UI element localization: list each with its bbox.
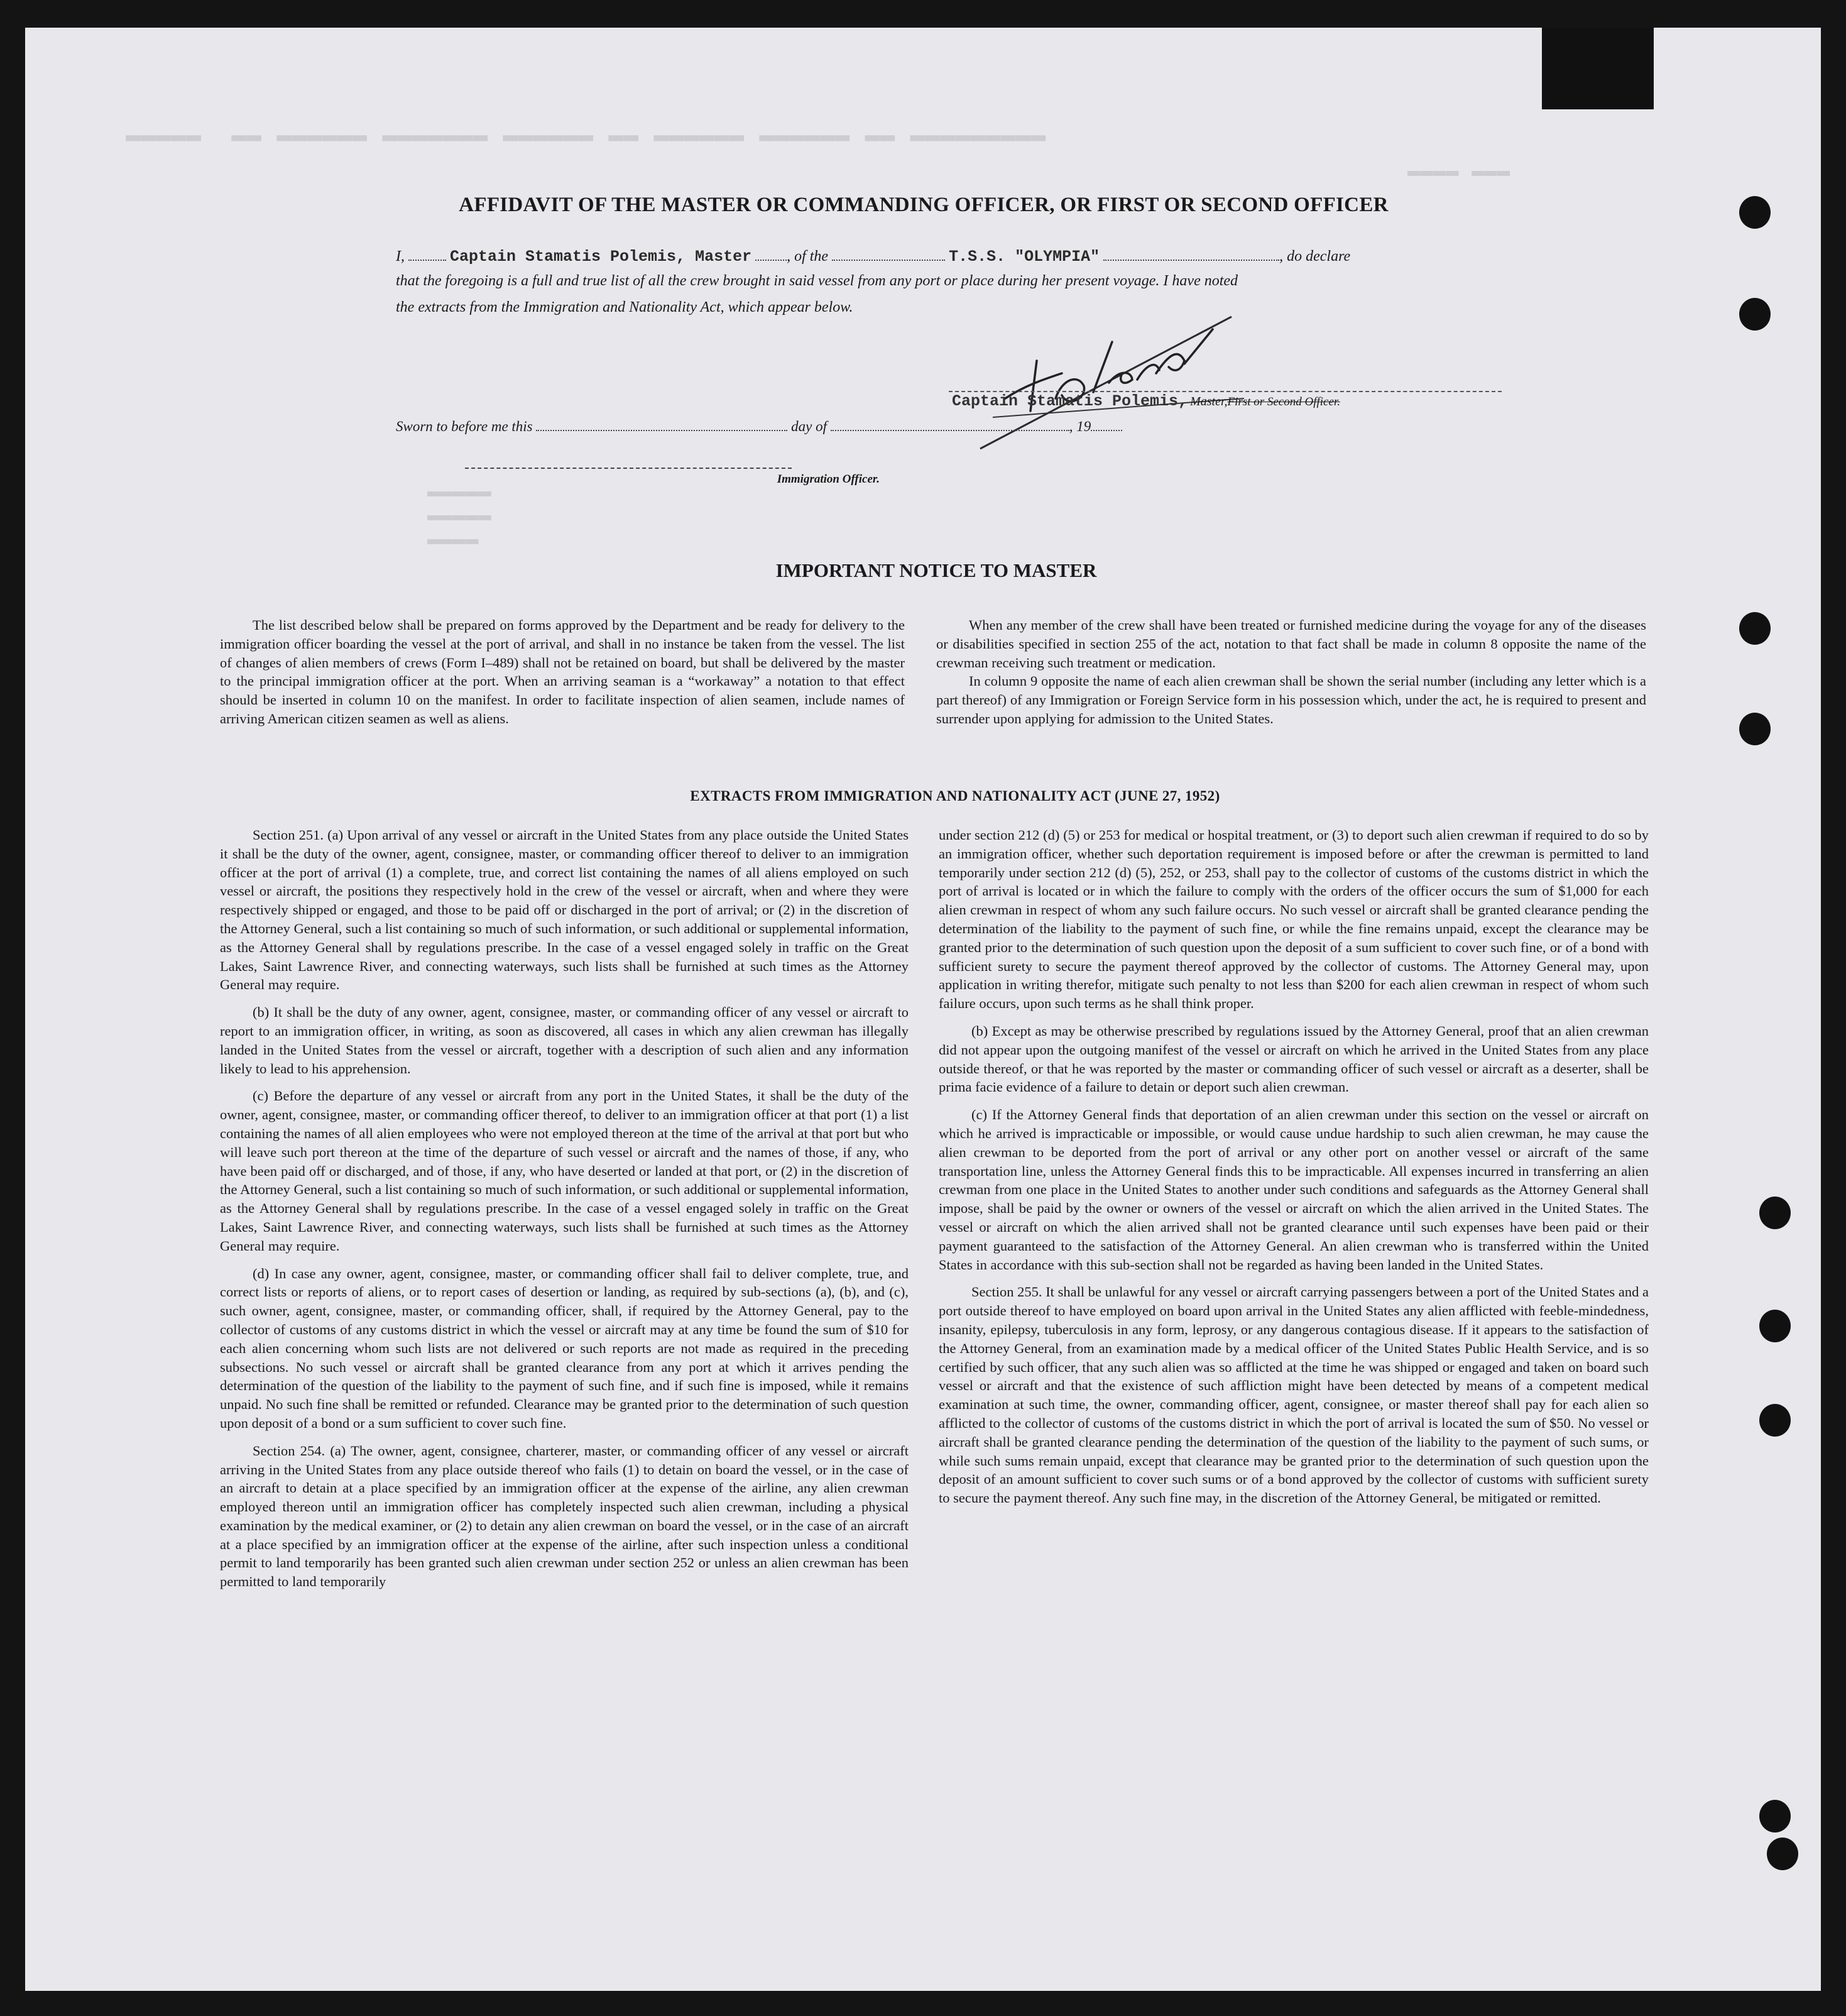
master-title: Master, [1190,395,1228,408]
vessel-name: T.S.S. "OLYMPIA" [949,248,1100,266]
notice-left-column [220,616,905,728]
punch-hole [1759,1197,1791,1229]
section-251-a: Section 251. (a) Upon arrival of any vessel or aircraft in the United States from any place outside the United States it shall be the duty of the owner, agent, consignee, master, or commanding officer thereof to deliver to an immigration officer at the port of arrival (1) a complete, true, and correct list containing the names of all aliens employed on such vessel or aircraft, the positions they respectively hold in the crew of the vessel or aircraft, when and where they were respectively shipped or engaged, and those to be paid off or discharged in the port of arrival; or (2) in the discretion of the Attorney General, such a list containing so much of such information, or such additional or supplemental information, as the Attorney General shall by regulations prescribe. In the case of a vessel engaged solely in traffic on the Great Lakes, Saint Lawrence River, and connecting waterways, such lists shall be furnished at such times as the Attorney General may require. [220,827,909,993]
section-251-c: (c) Before the departure of any vessel or aircraft from any port in the United States, it shall be the duty of the owner, agent, consignee, master, or commanding officer thereof, to deliver to an immigration officer at that port (1) a list containing the names of all alien employees who were not employed thereon at the time of the arrival at that port but who will leave such port thereon at the time of the departure of such vessel or aircraft and the names of those, if any, who have been paid off or discharged, and of those, if any, who have deserted or landed at that port, or (2) in the discretion of the Attorney General, such a list containing so much of such information, or such additional or supplemental information, as the Attorney General shall by regulations prescribe. In the case of a vessel engaged solely in traffic on the Great Lakes, Saint Lawrence River, and connecting waterways, such lists shall be furnished at such times as the Attorney General may require. [220,1088,909,1254]
section-251-b: (b) It shall be the duty of any owner, agent, consignee, master, or commanding officer of any vessel or aircraft to report to an immigration officer, in writing, as soon as discovered, all cases in which any alien crewman has illegally landed in the United States from the vessel or aircraft, together with a description of such alien and any information likely to lead to his apprehension. [220,1004,909,1076]
notice-left-paragraph: The list described below shall be prepared on forms approved by the Department and be ready for delivery to the immigration officer boarding the vessel at the port of arrival, and shall in no instance be taken from the vessel. The list of changes of alien members of crews (Form I–489) shall not be retained on board, but shall be delivered by the master to the principal immigration officer at the port. When an arriving seaman is a “workaway” a notation to that effect should be inserted in column 10 on the manifest. In order to facilitate inspection of alien seamen, include names of arriving American citizen seamen as well as aliens. [220,617,905,726]
declaration-line-2: that the foregoing is a full and true list of all the crew brought in said vessel from any port or place during her present voyage. I have noted [396,273,1238,289]
dotted-rule [408,248,446,261]
of-the-label: , of the [787,248,829,265]
section-254-b: (b) Except as may be otherwise prescribed by regulations issued by the Attorney General, proof that an alien crewman did not appear upon the outgoing manifest of the vessel or aircraft on which he arrived in the United States from any place outside thereof, or that he was reported by the master or commanding officer of such vessel or aircraft as a deserter, shall be prima facie evidence of a failure to detain or deport such alien crewman. [939,1022,1649,1095]
punch-hole [1759,1800,1791,1832]
notice-right-paragraph-1: When any member of the crew shall have been treated or furnished medicine during the voyage for any of the diseases or disabilities specified in section 255 of the act, notation to that fact shall be made in column 8 opposite the name of the crewman receiving such treatment or medication. [936,617,1646,671]
handwritten-signature [968,304,1257,461]
year-prefix: , 19 [1069,419,1091,434]
document-page [25,28,1821,1991]
punch-hole [1759,1310,1791,1342]
do-declare-label: , do declare [1279,248,1351,265]
extracts-left-column [220,826,909,1591]
bleed-through-header: ▬▬▬▬▬ ▬▬ ▬▬▬▬▬▬ ▬▬▬▬▬▬▬ ▬▬▬▬▬▬ ▬▬ ▬▬▬▬▬▬ ▬▬▬▬▬▬ ▬▬ ▬▬▬▬▬▬▬▬▬ [126,122,1046,150]
signature-block [952,392,1517,410]
notice-right-column [936,616,1646,728]
bleed-through-mark: ▬▬▬▬ ▬▬▬ [1407,160,1510,184]
dotted-rule [832,248,945,261]
declaration-line-3: the extracts from the Immigration and Nationality Act, which appear below. [396,299,853,315]
dotted-rule [536,419,787,431]
notice-right-paragraph-2: In column 9 opposite the name of each alien crewman shall be shown the serial number (including any letter which is a part thereof) of any Immigration or Foreign Service form in his possession which, under the act, he is required to present and surrender upon applying for admission to the United States. [936,673,1646,726]
extracts-title: EXTRACTS FROM IMMIGRATION AND NATIONALITY ACT (JUNE 27, 1952) [690,788,1220,804]
declaration-line-1 [396,248,1508,266]
section-251-d: (d) In case any owner, agent, consignee, master, or commanding officer shall fail to deliver complete, true, and correct lists or reports of aliens, or to report cases of desertion or landing, as required by sub-sections (a), (b), and (c), such owner, agent, consignee, master, or commanding officer, shall, if required by the Attorney General, pay to the collector of customs of any customs district in which the vessel or aircraft may at any time be found the sum of $10 for each alien concerning whom such lists are not delivered or such reports are not made as required in the preceding subsections. No such vessel or aircraft shall be granted clearance from any port at which it arrives pending the determination of the question of the liability to the payment of such fine, and if such fine is imposed, while it remains unpaid. No such fine shall be remitted or refunded. Clearance may be granted prior to the determination of such question upon deposit of a bond or a sum sufficient to cover such fine. [220,1265,909,1431]
i-prefix: I, [396,248,405,265]
dotted-rule [1103,248,1279,261]
punch-hole [1739,612,1771,645]
signature-rule [949,391,1502,392]
section-254-c: (c) If the Attorney General finds that deportation of an alien crewman under this section on the vessel or aircraft on which he arrived is impracticable or impossible, or would cause undue hardship to such alien crewman, he may cause the alien crewman to be deported from the port of arrival or any other port on another vessel or aircraft of the same transportation line, unless the Attorney General finds this to be impracticable. All expenses incurred in transferring an alien crewman from one place in the United States to another under such conditions and safeguards as the Attorney General shall impose, shall be paid by the owner or owners of the vessel or aircraft on which the alien arrived in the United States. The vessel or aircraft on which the alien arrived shall not be granted clearance until such expenses have been paid or their payment guaranteed to the satisfaction of the Attorney General. An alien crewman who is transferred within the United States in accordance with this sub-section shall not be regarded as having been landed in the United States. [939,1107,1649,1273]
punch-hole [1739,713,1771,745]
bleed-through-rows: ▬▬▬▬▬ ▬▬▬▬▬ ▬▬▬▬ [427,480,492,552]
dotted-rule [755,248,787,261]
sworn-label: Sworn to before me this [396,419,533,434]
sworn-line [396,419,1275,435]
corner-tab [1542,28,1654,109]
punch-hole [1739,196,1771,229]
immigration-officer-label: Immigration Officer. [777,473,880,486]
declarant-name: Captain Stamatis Polemis, Master [450,248,752,266]
affidavit-title: AFFIDAVIT OF THE MASTER OR COMMANDING OFFICER, OR FIRST OR SECOND OFFICER [459,194,1389,216]
struck-officer-title: First or Second Officer. [1227,395,1340,408]
extracts-right-column [939,826,1649,1508]
day-of-label: day of [791,419,827,434]
dotted-rule [1091,419,1122,431]
punch-hole [1767,1838,1798,1870]
section-255: Section 255. It shall be unlawful for any vessel or aircraft carrying passengers between a port of the United States and a port outside thereof to have employed on board upon arrival in the United States any alien afflicted with feeble-mindedness, insanity, epilepsy, tuberculosis in any form, leprosy, or any dangerous contagious disease. If it appears to the satisfaction of the Attorney General, from an examination made by a medical officer of the United States Public Health Service, and is so certified by such officer, that any such alien was so afflicted at the time he was shipped or engaged and taken on board such vessel or aircraft and that the existence of such affliction might have been detected by means of a competent medical examination at such time, the owner, commanding officer, agent, consignee, or master thereof shall pay for each alien so afflicted to the collector of customs of the customs district in which the port of arrival is located the sum of $50. No vessel or aircraft shall be granted clearance pending the determination of the question of the liability to the payment of such sums, or while such sums remain unpaid, except that clearance may be granted prior to the determination of such question upon the deposit of an amount sufficient to cover such sums or of a bond approved by the collector of customs with sufficient surety to secure the payment thereof. Any such fine may, in the discretion of the Attorney General, be mitigated or remitted. [939,1284,1649,1506]
officer-signature-rule [465,468,792,469]
punch-hole [1739,298,1771,331]
section-254-a-continued: under section 212 (d) (5) or 253 for medical or hospital treatment, or (3) to deport such alien crewman if required to do so by an immigration officer, whether such deportation requirement is imposed before or after the crewman is permitted to land temporarily under section 212 (d) (5), 252, or 253, shall pay to the collector of customs of the customs district in which the port of arrival is located or in which the failure to comply with the orders of the officer occurs the sum of $1,000 for each alien crewman in respect of whom any such failure occurs. No such vessel or aircraft shall be granted clearance pending the determination of the liability to the payment of such fine, or while the fine remains unpaid, except the clearance may be granted prior to the determination of such question upon the deposit of a sum sufficient to cover such fine, or of a bond with sufficient surety to secure the payment thereof approved by the collector of customs. The Attorney General may, upon application in writing therefor, mitigate such penalty to not less than $200 for each alien crewman in respect of whom such failure occurs, upon such terms as he shall think proper. [939,827,1649,1012]
typed-signature: Captain Stamatis Polemis, [952,392,1188,410]
section-254-a: Section 254. (a) The owner, agent, consignee, charterer, master, or commanding officer of any vessel or aircraft arriving in the United States from any place outside thereof who fails (1) to detain on board the vessel, or in the case of an aircraft to detain at a place specified by an immigration officer at the expense of the airline, any alien crewman employed thereon until an immigration officer has completely inspected such alien crewman, including a physical examination by the medical examiner, or (2) to detain any alien crewman on board the vessel, or in the case of an aircraft at a place specified by an immigration officer at the expense of the airline, after such inspection unless a conditional permit to land temporarily has been granted such alien crewman under section 252 or unless an alien crewman has been permitted to land temporarily [220,1442,909,1590]
dotted-rule [831,419,1069,431]
punch-hole [1759,1404,1791,1437]
notice-title: IMPORTANT NOTICE TO MASTER [775,559,1097,581]
